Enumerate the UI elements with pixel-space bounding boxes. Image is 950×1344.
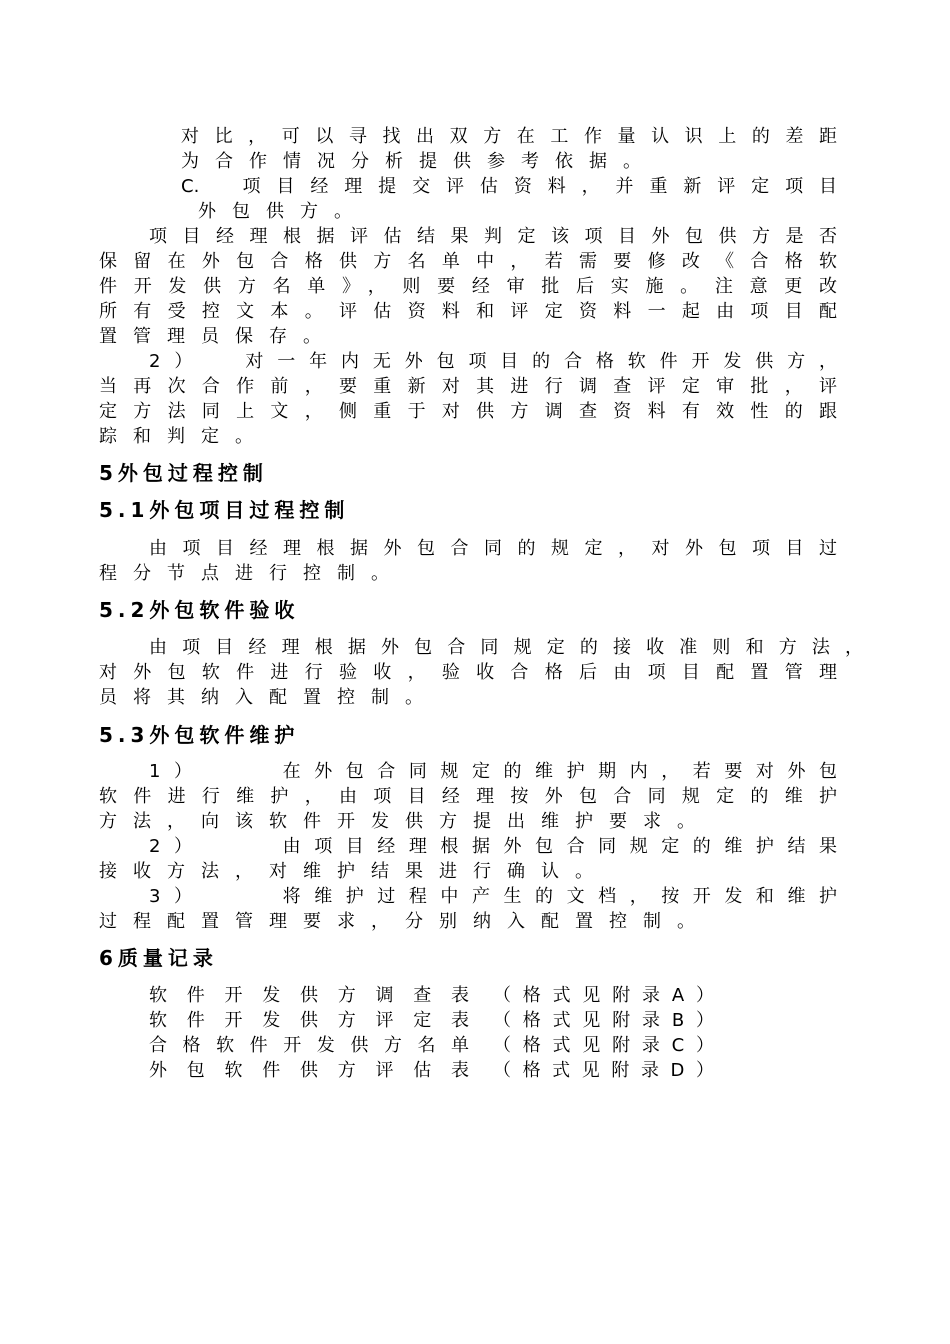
body-text-line: 员将其纳入配置控制。	[99, 687, 439, 708]
body-text-line: 件开发供方名单》，则要经审批后实施。注意更改	[99, 276, 837, 297]
record-name: 软件开发供方评定表	[149, 1010, 469, 1031]
body-text-line: 定方法同上文，侧重于对供方调查资料有效性的跟	[99, 401, 837, 422]
body-text-line: 2） 对一年内无外包项目的合格软件开发供方，	[149, 351, 837, 372]
body-text-line: 由项目经理根据外包合同规定的接收准则和方法，	[149, 637, 863, 658]
body-text-line: 程分节点进行控制。	[99, 563, 405, 584]
body-text-line: 接收方法，对维护结果进行确认。	[99, 861, 609, 882]
body-text-line: 为合作情况分析提供参考依据。	[181, 151, 657, 172]
section-heading-6: 6质量记录	[99, 946, 218, 970]
body-text-line: 当再次合作前，要重新对其进行调查评定审批，评	[99, 376, 837, 397]
section-heading-5-2: 5.2外包软件验收	[99, 598, 300, 622]
record-name: 外包软件供方评估表	[149, 1060, 469, 1081]
body-text-line: 3） 将维护过程中产生的文档，按开发和维护	[149, 886, 837, 907]
record-format: （格式见附录B）	[493, 1010, 714, 1031]
record-format: （格式见附录D）	[493, 1060, 714, 1081]
body-text-line: 对比，可以寻找出双方在工作量认识上的差距	[181, 126, 837, 147]
section-heading-5-1: 5.1外包项目过程控制	[99, 498, 350, 522]
section-heading-5-3: 5.3外包软件维护	[99, 723, 300, 747]
body-text-line: 保留在外包合格供方名单中，若需要修改《合格软	[99, 251, 837, 272]
body-text-line: 对外包软件进行验收，验收合格后由项目配置管理	[99, 662, 837, 683]
body-text-line: 所有受控文本。评估资料和评定资料一起由项目配	[99, 301, 837, 322]
record-format: （格式见附录A）	[493, 985, 714, 1006]
list-item-c-cont: 外包供方。	[198, 201, 368, 222]
record-name: 合格软件开发供方名单	[149, 1035, 469, 1056]
record-name: 软件开发供方调查表	[149, 985, 469, 1006]
body-text-line: 过程配置管理要求，分别纳入配置控制。	[99, 911, 711, 932]
section-heading-5: 5外包过程控制	[99, 461, 268, 485]
record-format: （格式见附录C）	[493, 1035, 714, 1056]
body-text-line: 由项目经理根据外包合同的规定，对外包项目过	[149, 538, 837, 559]
body-text-line: 置管理员保存。	[99, 326, 337, 347]
body-text-line: 踪和判定。	[99, 426, 269, 447]
body-text-line: 方法，向该软件开发供方提出维护要求。	[99, 811, 711, 832]
body-text-line: 软件进行维护，由项目经理按外包合同规定的维护	[99, 786, 837, 807]
list-item-c: C. 项目经理提交评估资料，并重新评定项目	[181, 176, 837, 197]
body-text-line: 项目经理根据评估结果判定该项目外包供方是否	[149, 226, 837, 247]
body-text-line: 1） 在外包合同规定的维护期内，若要对外包	[149, 761, 837, 782]
body-text-line: 2） 由项目经理根据外包合同规定的维护结果	[149, 836, 837, 857]
